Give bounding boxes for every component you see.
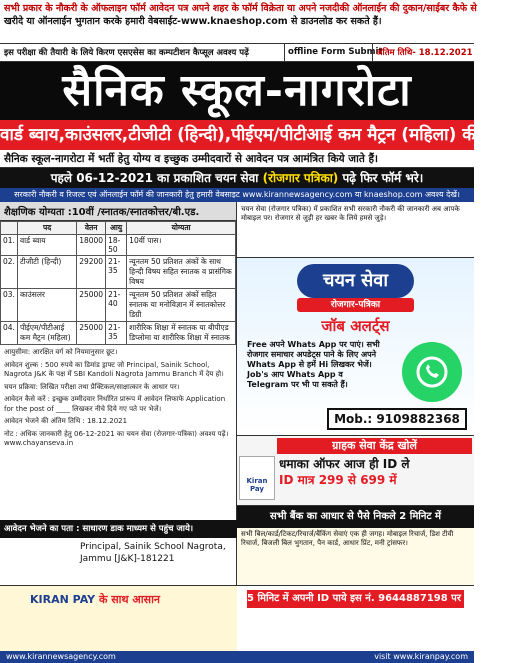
chayan-seva-ad bbox=[237, 258, 474, 436]
ad-text: चयन सेवा (रोजगार पत्रिका) में प्रकाशित सभी सरकारी नौकरी की जानकारी अब आपके मोबाइल पर। रोजगार से जुड़ी हर खबर के लिये हमसे जुड़े। bbox=[237, 202, 474, 258]
page-title: सैनिक स्कूल-नागरोटा bbox=[0, 62, 474, 120]
offer-line: ID मात्र 299 से 699 में bbox=[279, 473, 397, 487]
table-row bbox=[1, 322, 236, 345]
table-cell: 25000 bbox=[77, 322, 106, 345]
column-header: योग्यता bbox=[127, 222, 236, 235]
details-text bbox=[0, 345, 236, 455]
table-cell: काउंसलर bbox=[17, 289, 76, 322]
kiran-pay-logo: Kiran Pay bbox=[239, 456, 275, 500]
table-cell: 25000 bbox=[77, 289, 106, 322]
column-header bbox=[1, 222, 18, 235]
last-date: अंतिम तिथि- 18.12.2021 bbox=[372, 44, 474, 61]
whatsapp-icon bbox=[402, 342, 462, 402]
grahak-heading: ग्राहक सेवा केंद्र खोलें bbox=[277, 438, 472, 454]
table-cell: न्यूनतम 50 प्रतिशत अंकों सहित स्नातक या मनोविज्ञान में स्नातकोत्तर डिग्री bbox=[127, 289, 236, 322]
apply-address-heading: आवेदन भेजने का पता : साधारण डाक माध्यम से पहुंच जाये। bbox=[0, 520, 237, 538]
table-cell: पीईएम/पीटीआई कम मैट्रन (महिला) bbox=[17, 322, 76, 345]
table-cell: 03. bbox=[1, 289, 18, 322]
footer-kiranpay[interactable]: visit www.kiranpay.com bbox=[374, 652, 468, 661]
grahak-seva-ad bbox=[237, 436, 474, 506]
posts-table bbox=[0, 221, 236, 345]
kiran-pay-title bbox=[30, 592, 160, 607]
table-cell: 29200 bbox=[77, 256, 106, 289]
top-notice bbox=[0, 0, 477, 44]
published-suffix: पढ़े फिर फॉर्म भरे। bbox=[342, 171, 424, 185]
table-cell: टीजीटी (हिन्दी) bbox=[17, 256, 76, 289]
column-header: आयु bbox=[106, 222, 127, 235]
id-offer-text: 5 मिनिट में अपनी ID पाये इस नं. 9644887198 पर मैसेज करें bbox=[247, 590, 464, 608]
table-cell: 21-35 bbox=[106, 322, 127, 345]
address-line: Jammu [J&K]-181221 bbox=[80, 554, 175, 564]
footer-website[interactable]: www.kirannewsagency.com bbox=[6, 652, 116, 661]
services-text: सभी बिल/कार्ड/टिकट/रिचार्ज/बैंकिंग सेवाएं एक ही जगह। मोबाइल रिचार्ज, डिश टीवी रिचार्ज, बिजली बिल भुगतान, पैन कार्ड, आधार प्रिंट, मनी ट्रांसफर। bbox=[237, 528, 474, 585]
mobile-number: Mob.: 9109882368 bbox=[327, 408, 467, 430]
table-row bbox=[1, 235, 236, 256]
table-cell: शारीरिक शिक्षा में स्नातक या बीपीएड डिप्लोमा या शारीरिक शिक्षा में स्नातक bbox=[127, 322, 236, 345]
selection-text: चयन प्रक्रिया: लिखित परीक्षा तथा प्रैक्टिकल/साक्षात्कार के आधार पर। bbox=[4, 382, 180, 391]
rozgar-label: रोजगार-पत्रिका bbox=[297, 298, 414, 312]
table-cell: 10वीं पास। bbox=[127, 235, 236, 256]
offer-line: धमाका ऑफर आज ही ID ले bbox=[279, 457, 410, 471]
age-limit-text: आयुसीमा: आरक्षित वर्ग को नियमानुसार छूट। bbox=[4, 348, 118, 356]
job-alert-title: जॉब अलर्ट्स bbox=[321, 317, 390, 335]
info-strip bbox=[0, 44, 474, 62]
offline-submit-label: offline Form Submit bbox=[284, 44, 372, 61]
table-row bbox=[1, 289, 236, 322]
kiran-pay-name: KIRAN PAY bbox=[30, 593, 96, 606]
how-to-apply-text: आवेदन कैसे करें : इच्छुक उम्मीदवार निर्धारित प्रारूप में आवेदन लिफाफे Application for the post of ____ लिखकर नीचे दिये गए पते पर भेजें। bbox=[4, 395, 226, 413]
last-date-text: आवेदन भेजने की अंतिम तिथि : 18.12.2021 bbox=[4, 417, 128, 425]
website-notice: सरकारी नौकरी व रिजल्ट एवं ऑनलाईन फॉर्म की जानकारी हेतु हमारी वेबसाइट www.kirannewsagency.com या knaeshop.com अवश्य देखें। bbox=[0, 188, 474, 202]
footer bbox=[0, 651, 474, 663]
capsule-note: इस परीक्षा की तैयारी के लिये किरण एसएसेस का कम्पटीशन कैप्सूल अवश्य पढ़ें bbox=[4, 48, 249, 58]
published-notice bbox=[0, 168, 474, 188]
table-cell: 01. bbox=[1, 235, 18, 256]
notice-line-1: सभी प्रकार के नौकरी के ऑफलाइन फॉर्म आवेदन पत्र अपने शहर के फॉर्म विक्रेता या अपने नजदीकी ऑनलाईन की दुकान/साईबर कैफे से bbox=[4, 3, 477, 14]
table-cell: 04. bbox=[1, 322, 18, 345]
kiran-pay-tail: के साथ आसान bbox=[98, 593, 161, 606]
published-highlight: (रोजगार पत्रिका) bbox=[262, 171, 339, 185]
address-line: Principal, Sainik School Nagrota, bbox=[80, 542, 226, 552]
offer-text bbox=[279, 456, 469, 488]
table-cell: वार्ड ब्वाय bbox=[17, 235, 76, 256]
table-cell: 21-35 bbox=[106, 256, 127, 289]
table-cell: 21-40 bbox=[106, 289, 127, 322]
table-cell: 18-50 bbox=[106, 235, 127, 256]
table-cell: 02. bbox=[1, 256, 18, 289]
education-heading: शैक्षणिक योग्यता :10वीं /स्नातक/स्नातकोत्तर/बी.एड. bbox=[0, 202, 236, 221]
whatsapp-text: Free अपने Whats App पर पाएं। सभी रोजगार समाचार अपडेट्स पाने के लिए अपने Whats App से हमें Hi लिखकर भेजें। Job's आप Whats App व Telegram पर भी पा सकते हैं। bbox=[247, 340, 380, 389]
intro-text: सैनिक स्कूल-नागरोटा में भर्ती हेतु योग्य व इच्छुक उम्मीदवारों से आवेदन पत्र आमंत्रित किये जाते हैं। bbox=[0, 150, 474, 168]
table-header-row bbox=[1, 222, 236, 235]
table-row bbox=[1, 256, 236, 289]
column-header: पद bbox=[17, 222, 76, 235]
notice-line-2: खरीदे या ऑनलाईन भुगतान करके हमारी वेबसाईट-www.knaeshop.com से डाउनलोड कर सकते हैं। bbox=[4, 16, 382, 27]
id-offer-banner bbox=[237, 585, 500, 651]
aadhaar-withdraw-banner: सभी बैंक का आधार से पैसे निकले 2 मिनिट में bbox=[237, 506, 474, 528]
published-prefix: पहले 06-12-2021 का प्रकाशित चयन सेवा bbox=[50, 171, 259, 185]
note-text: नोट : अधिक जानकारी हेतु 06-12-2021 का चयन सेवा (रोजगार-पत्रिका) अवश्य पढ़ें। www.chayanseva.in bbox=[4, 429, 229, 447]
table-cell: न्यूनतम 50 प्रतिशत अंकों के साथ हिन्दी विषय सहित स्नातक व प्रासंगिक विषय bbox=[127, 256, 236, 289]
chayan-logo: चयन सेवा bbox=[297, 264, 414, 298]
column-header: वेतन bbox=[77, 222, 106, 235]
fee-text: आवेदन शुल्क : 500 रुपये का डिमांड ड्राफ्ट जो Principal, Sainik School, Nagrota J&K के पक्ष में SBI Kandoli Nagrota Jammu Branch में देय हो। bbox=[4, 360, 224, 378]
kiran-pay-banner bbox=[0, 585, 237, 651]
ads-column bbox=[237, 202, 474, 585]
table-cell: 18000 bbox=[77, 235, 106, 256]
address-block bbox=[0, 538, 237, 582]
posts-banner: वार्ड ब्वाय,काउंसलर,टीजीटी (हिन्दी),पीईएम/पीटीआई कम मैट्रन (महिला) की भर्ती bbox=[0, 120, 474, 150]
